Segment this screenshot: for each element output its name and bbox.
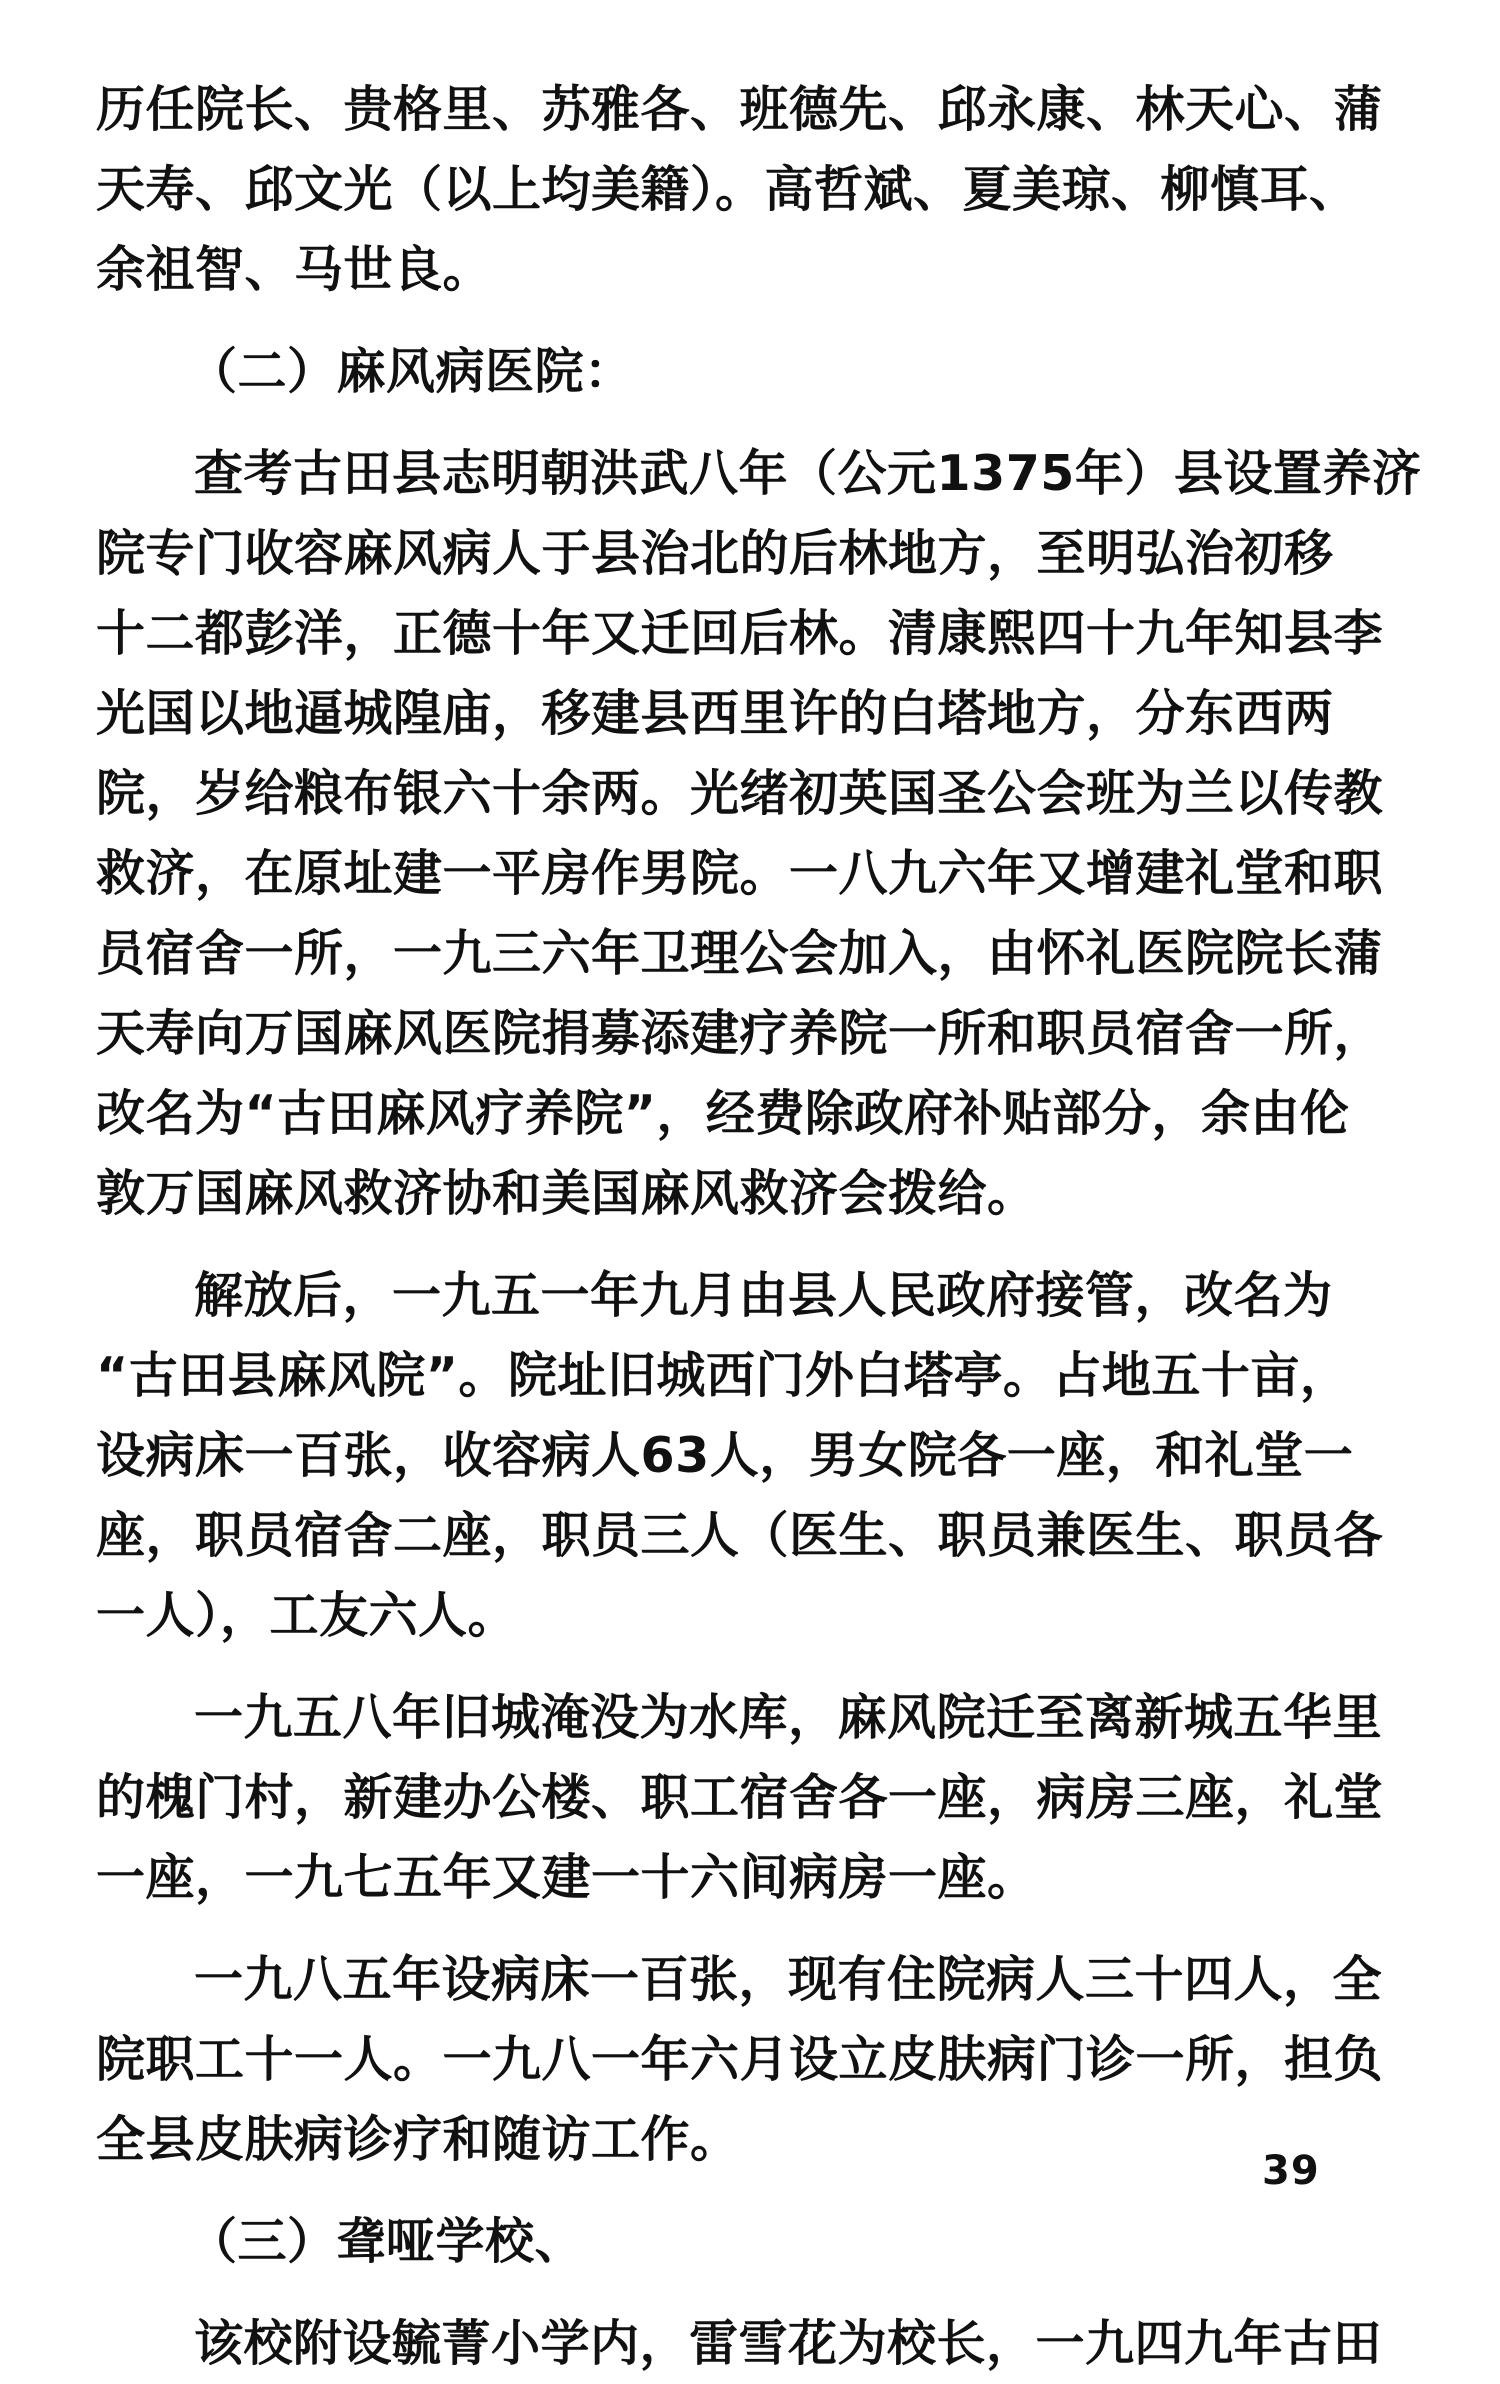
section-heading-deaf-school: （三）聋哑学校、 bbox=[188, 2213, 585, 2270]
text-line-1: 历任院长、贵格里、苏雅各、班德先、邱永康、林天心、蒲 bbox=[96, 81, 1384, 138]
text-line-15: 解放后，一九五一年九月由县人民政府接管，改名为 bbox=[194, 1267, 1333, 1324]
text-line-5: 查考古田县志明朝洪武八年（公元1375年）县设置养济 bbox=[194, 445, 1422, 502]
text-line-21: 的槐门村，新建办公楼、职工宿舍各一座，病房三座，礼堂 bbox=[96, 1769, 1384, 1826]
text-line-7: 十二都彭洋，正德十年又迁回后林。清康熙四十九年知县李 bbox=[96, 605, 1384, 662]
text-line-16: “古田县麻风院”。院址旧城西门外白塔亭。占地五十亩， bbox=[96, 1347, 1350, 1404]
text-line-17: 设病床一百张，收容病人63人，男女院各一座，和礼堂一 bbox=[96, 1427, 1354, 1484]
text-line-8: 光国以地逼城隍庙，移建县西里许的白塔地方，分东西两 bbox=[96, 685, 1334, 742]
body-text bbox=[96, 70, 1422, 2384]
text-line-3: 余祖智、马世良。 bbox=[96, 241, 493, 298]
page-number: 39 bbox=[1262, 2148, 1320, 2194]
text-line-2: 天寿、邱文光（以上均美籍）。高哲斌、夏美琼、柳慎耳、 bbox=[96, 161, 1359, 218]
text-line-14: 敦万国麻风救济协和美国麻风救济会拨给。 bbox=[96, 1165, 1037, 1222]
text-line-11: 员宿舍一所，一九三六年卫理公会加入，由怀礼医院院长蒲 bbox=[96, 925, 1384, 982]
text-line-9: 院，岁给粮布银六十余两。光绪初英国圣公会班为兰以传教 bbox=[96, 765, 1384, 822]
text-line-25: 全县皮肤病诊疗和随访工作。 bbox=[96, 2111, 740, 2168]
text-line-10: 救济，在原址建一平房作男院。一八九六年又增建礼堂和职 bbox=[96, 845, 1384, 902]
text-line-20: 一九五八年旧城淹没为水库，麻风院迁至离新城五华里 bbox=[194, 1689, 1383, 1746]
text-line-12: 天寿向万国麻风医院捐募添建疗养院一所和职员宿舍一所， bbox=[96, 1005, 1384, 1062]
text-line-18: 座，职员宿舍二座，职员三人（医生、职员兼医生、职员各 bbox=[96, 1507, 1384, 1564]
text-line-22: 一座，一九七五年又建一十六间病房一座。 bbox=[96, 1849, 1037, 1906]
text-line-23: 一九八五年设病床一百张，现有住院病人三十四人，全 bbox=[194, 1951, 1383, 2008]
section-heading-leprosy-hospital: （二）麻风病医院： bbox=[188, 343, 634, 400]
text-line-13: 改名为“古田麻风疗养院”，经费除政府补贴部分，余由伦 bbox=[96, 1085, 1350, 1142]
text-line-6: 院专门收容麻风病人于县治北的后林地方，至明弘治初移 bbox=[96, 525, 1334, 582]
text-line-27: 该校附设毓菁小学内，雷雪花为校长，一九四九年古田 bbox=[194, 2315, 1383, 2372]
text-line-19: 一人），工友六人。 bbox=[96, 1587, 518, 1644]
text-line-24: 院职工十一人。一九八一年六月设立皮肤病门诊一所，担负 bbox=[96, 2031, 1384, 2088]
